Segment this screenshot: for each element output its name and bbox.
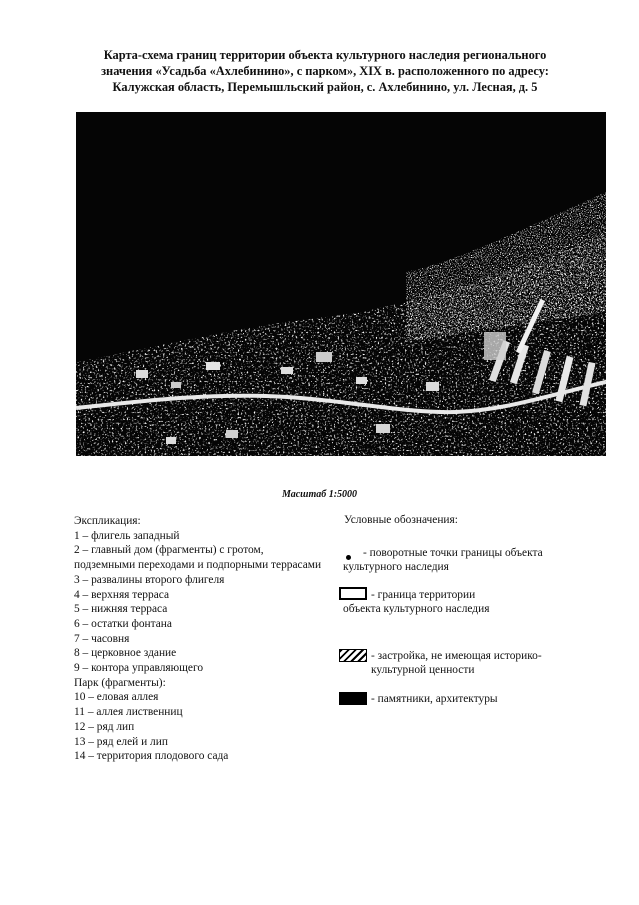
hatched-rectangle-icon [339,649,367,662]
park-item: 10 – еловая аллея [74,691,159,704]
aerial-photo [76,112,606,456]
explication-item: 8 – церковное здание [74,647,177,660]
satellite-map-image [76,112,606,456]
explication-item: 6 – остатки фонтана [74,617,172,630]
explication-item: 3 – развалины второго флигеля [74,573,225,586]
park-item: 12 – ряд лип [74,720,135,733]
legend-text: - поворотные точки границы объекта культурного наследия [343,547,543,573]
map-title [60,47,590,95]
title-line-2: значения «Усадьба «Ахлебинино», с парком», XIX в. расположенного по адресу: [101,64,549,78]
explication-item: 5 – нижняя терраса [74,603,168,616]
explication-item: 2 – главный дом (фрагменты) с гротом, подземными переходами и подпорными террасами [74,544,322,572]
explication-list [74,514,324,764]
legend-text: - застройка, не имеющая историко-культурной ценности [371,650,542,676]
explication-item: 9 – контора управляющего [74,662,204,675]
park-item: 13 – ряд елей и лип [74,735,168,748]
legend-text: - граница территории объекта культурного наследия [343,589,490,615]
legend-heading: Условные обозначения: [344,514,458,526]
park-heading: Парк (фрагменты): [74,676,166,689]
title-line-1: Карта-схема границ территории объекта культурного наследия регионального [103,48,547,62]
park-item: 14 – территория плодового сада [74,750,229,763]
legend-text: - памятники, архитектуры [371,693,498,705]
map-scale: Масштаб 1:5000 [281,489,358,500]
park-item: 11 – аллея лиственниц [74,706,183,719]
explication-item: 1 – флигель западный [74,529,180,542]
explication-heading: Экспликация: [74,515,141,527]
solid-black-rectangle-icon [339,692,367,705]
explication-item: 4 – верхняя терраса [74,588,169,601]
title-line-3: Калужская область, Перемышльский район, с. Ахлебинино, ул. Лесная, д. 5 [112,80,538,94]
explication-item: 7 – часовня [74,632,130,645]
